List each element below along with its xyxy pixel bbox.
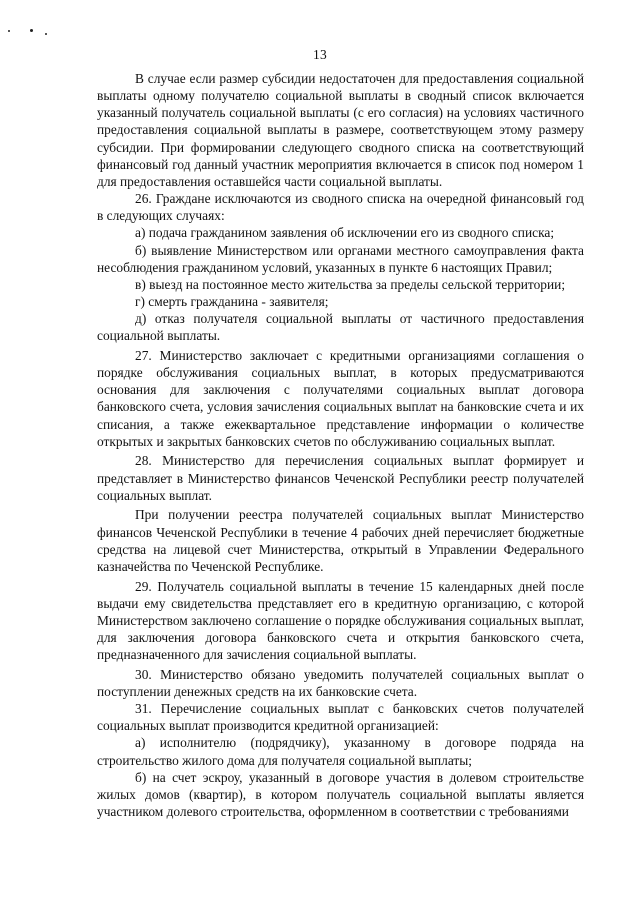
list-item-31-a: а) исполнителю (подрядчику), указанному в договоре подряда на строительство жилого дома для получателя социальной выплаты; (97, 735, 584, 768)
scan-specks (8, 26, 58, 36)
paragraph-28-registry: При получении реестра получателей социальных выплат Министерство финансов Чеченской Республики в течение 4 рабочих дней перечисляет бюджетные средства на лицевой счет Министерства, открытый в Управлении Федерального казначейства по Чеченской Республике. (97, 507, 584, 574)
paragraph-subsidy-insufficient: В случае если размер субсидии недостаточен для предоставления социальной выплаты одному получателю социальной выплаты в сводный список включается указанный получатель социальной выплаты (с его согласия) на условиях частичного предоставления социальной выплаты в размере, соответствующем этому размеру субсидии. При формировании следующего сводного списка на соответствующий финансовый год данный участник мероприятия включается в список под номером 1 для предоставления оставшейся части социальной выплаты. (97, 71, 584, 189)
list-item-g: г) смерть гражданина - заявителя; (135, 294, 329, 310)
paragraph-30: 30. Министерство обязано уведомить получателей социальных выплат о поступлении денежных средств на их банковские счета. (97, 666, 584, 699)
paragraph-31: 31. Перечисление социальных выплат с банковских счетов получателей социальных выплат производится кредитной организацией: (97, 701, 584, 734)
paragraph-27: 27. Министерство заключает с кредитными организациями соглашения о порядке обслуживания социальных выплат, в которых предусматриваются основания для заключения с получателями социальных выплат договора банковского счета, условия зачисления социальных выплат на банковские счета и их списания, а также ежеквартальное представление информации о количестве открытых и закрытых банковских счетов по обслуживанию социальных выплат. (97, 348, 584, 449)
list-item-d: д) отказ получателя социальной выплаты от частичного предоставления социальной выплаты. (97, 311, 584, 344)
paragraph-28: 28. Министерство для перечисления социальных выплат формирует и представляет в Министерство финансов Чеченской Республики реестр получателей социальных выплат. (97, 453, 584, 503)
list-item-v: в) выезд на постоянное место жительства за пределы сельской территории; (135, 276, 566, 292)
document-body (97, 70, 584, 820)
scan-speck (45, 33, 47, 35)
page-number: 13 (313, 47, 327, 62)
paragraph-29: 29. Получатель социальной выплаты в течение 15 календарных дней после выдачи ему свидетельства представляет его в кредитную организацию, с которой Министерством заключено соглашение о порядке обслуживания социальных выплат, для заключения договора банковского счета и открытия банковского счета, предназначенного для зачисления социальной выплаты. (97, 578, 584, 663)
paragraph-26: 26. Граждане исключаются из сводного списка на очередной финансовый год в следующих случаях: (97, 191, 584, 224)
list-item-31-b: б) на счет эскроу, указанный в договоре участия в долевом строительстве жилых домов (квартир), в котором получатель социальной выплаты является участником долевого строительства, оформленном в соответствии с требованиями (97, 769, 584, 820)
scan-speck (8, 30, 10, 32)
list-item-a: а) подача гражданином заявления об исключении его из сводного списка; (135, 225, 555, 241)
list-item-b: б) выявление Министерством или органами местного самоуправления факта несоблюдения гражданином условий, указанных в пункте 6 настоящих Правил; (97, 242, 584, 275)
scan-speck (30, 29, 33, 32)
